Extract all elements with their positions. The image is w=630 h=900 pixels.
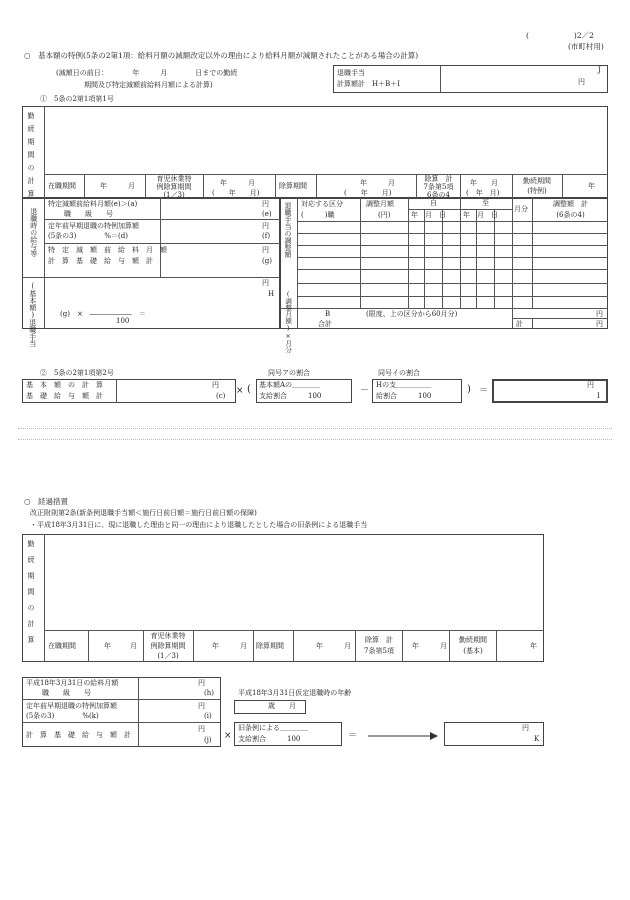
s2-times: × — [224, 731, 232, 741]
salary-r2-mark: (f) — [262, 232, 271, 240]
arrow-right-icon — [368, 731, 438, 741]
adj-itaru: 至 — [482, 199, 489, 207]
s2-b3-mark: (j) — [204, 736, 212, 744]
salary-r3b: 計 算 基 礎 給 与 額 計 — [48, 257, 153, 265]
part2-wari-a2: 支給割合 100 — [259, 392, 322, 400]
s2-b1a: 平成18年3月31日の給料月額 — [26, 679, 119, 687]
part2-paren-open: ( — [247, 384, 251, 395]
p1-ikuji3: (1／3) — [163, 191, 185, 199]
salary-side-label: 退職時の給与等 — [29, 208, 38, 257]
p1-nt1: 年 月 — [100, 182, 135, 190]
part2-lbl1: 基 本 額 の 計 算 — [26, 381, 103, 389]
salary-r1b: 職 級 号 — [64, 210, 113, 218]
part2-lbl2: 基 礎 給 与 額 計 — [26, 392, 103, 400]
s2-nt-c: 年 月 — [412, 642, 447, 650]
p1-kinzoku1: 勤続期間 — [523, 177, 551, 185]
s2-ikuji3: (1／3) — [157, 652, 179, 660]
s2-b3a: 計 算 基 礎 給 与 額 計 — [26, 731, 131, 739]
s2-equals: ＝ — [348, 731, 358, 741]
adj-ji: 自 — [430, 199, 437, 207]
adjustment-side-label: 退職手当の調整額 — [284, 202, 293, 258]
adj-from-ymd: 年 月 日 — [411, 211, 446, 219]
separator-line — [18, 428, 612, 432]
adj-to-ymd: 年 月 日 — [463, 211, 498, 219]
part2-result-yen: 円 — [587, 381, 594, 389]
adj-yen1: 円 — [596, 310, 603, 318]
section2-heading: ○ 経過措置 — [24, 497, 69, 506]
total-yen: 円 — [578, 78, 585, 86]
adj-chosei1: 調整額 計 — [553, 200, 588, 208]
total-label-2: 計算額計 H＋B＋I — [337, 80, 401, 88]
s2-age-label: 平成18年3月31日仮定退職時の年齢 — [238, 689, 352, 697]
kihon-hundred: 100 — [116, 317, 130, 325]
part2-paren-close: ) — [467, 384, 471, 395]
p1-ikuji1: 育児休業特 — [156, 175, 192, 183]
p1-jogan: 除算期間 — [279, 182, 307, 190]
part2-mark-c: (c) — [216, 392, 226, 400]
part2-title: ② 5条の2第1項第2号 — [40, 369, 114, 377]
s2-result-yen: 円 — [522, 724, 529, 732]
s2-b1-yen: 円 — [198, 679, 205, 687]
s2-kinzoku2: (基本) — [463, 647, 483, 655]
reduction-date-line: (減額日の前日： 年 月 日までの勤続 — [56, 69, 238, 77]
part2-wari-a-head: 同号アの割合 — [268, 369, 310, 377]
salary-r3-yen: 円 — [262, 246, 269, 254]
part2-wari-i2: 給割合 100 — [376, 392, 432, 400]
s2-nen2: 年 — [530, 642, 537, 650]
p1-nt-a: 年 月 — [220, 179, 255, 187]
section2-sub2: ・平成18年3月31日に、現に退職した理由と同一の理由により退職したとした場合の旧条例による退職手当 — [30, 521, 368, 529]
salary-r3a: 特 定 減 額 前 給 料 月 額 — [48, 246, 167, 254]
part2-result-i: I — [597, 392, 600, 400]
part1-title: ① 5条の2第1項第1号 — [40, 95, 114, 103]
p1-nt-e: 年 月 — [470, 179, 498, 187]
adj-kubun2: ( )職 — [301, 211, 335, 219]
s2-b2-mark: (i) — [204, 712, 212, 720]
p1-nt-c: 年 月 — [360, 179, 395, 187]
s2-b1b: 職 級 号 — [42, 689, 91, 697]
page-number: ( )2／2 — [526, 31, 594, 40]
s2-nt-b: 年 月 — [316, 642, 351, 650]
s2-jogan: 除算期間 — [256, 642, 284, 650]
section2-sub1: 改正附則第2条(新条例退職手当額＜施行日前日額＝施行日前日額の保障) — [30, 509, 257, 517]
reduction-period-line: 期間及び特定減額前給料月額による計算) — [84, 81, 213, 89]
part2-wari-a1: 基本額Aの＿＿＿＿ — [259, 381, 321, 389]
total-label-1: 退職手当 — [337, 69, 365, 77]
p1-kinzoku2: (特例) — [527, 187, 547, 195]
kihon-yen: 円 — [262, 279, 269, 287]
section1-heading: ○ 基本額の特例(5条の2第1項：給料月額の減額改定以外の理由により給料月額が減額されたことがある場合の計算) — [24, 51, 419, 60]
s2-nt-a: 年 月 — [212, 642, 247, 650]
part2-equals: ＝ — [479, 386, 489, 396]
salary-r2a: 定年前早期退職の特例加算額 — [48, 222, 139, 230]
part2-wari-i1: Hの支＿＿＿＿＿ — [376, 381, 432, 389]
p1-jokei3: 6条の4 — [427, 191, 450, 199]
adj-kubun1: 対応する区分 — [301, 200, 343, 208]
s2-old1: 旧条例による＿＿＿＿ — [238, 724, 308, 732]
p1-jokei2: 7条第5項 — [423, 183, 454, 191]
salary-r2-yen: 円 — [262, 222, 269, 230]
kihon-side-label: (基本額)退職手当 — [28, 282, 37, 347]
s2-ikuji1: 育児休業特 — [150, 632, 186, 640]
p1-nt-d: ( 年 月) — [344, 189, 392, 197]
p1-nen: 年 — [588, 182, 595, 190]
s2-b2a: 定年前早期退職の特例加算額 — [26, 702, 117, 710]
p1-nt-b: ( 年 月) — [212, 189, 260, 197]
s2-b3-yen: 円 — [198, 725, 205, 733]
s2-nen: 年 — [104, 642, 111, 650]
p1-jokei1: 除算 計 — [424, 175, 453, 183]
salary-r1a: 特定減額前給料月額(e)＞(a) — [48, 200, 138, 208]
s2-tsuki: 月 — [130, 642, 137, 650]
city-use-label: (市町村用) — [568, 42, 604, 51]
section2-period-label: 勤続期間の計算 — [27, 540, 35, 652]
s2-age-value: 歳 月 — [268, 702, 296, 710]
adj-gendo: (限度、上の区分から60月分) — [366, 310, 458, 318]
s2-b2b: (5条の3) %(k) — [26, 712, 99, 720]
adj-kei: 計 — [516, 320, 523, 328]
salary-r3-mark: (g) — [262, 257, 272, 265]
salary-r1-mark: (e) — [262, 210, 272, 218]
p1-zaishoku: 在職期間 — [48, 182, 76, 190]
s2-kinzoku1: 勤続期間 — [459, 636, 487, 644]
kihon-mark-h: H — [268, 290, 275, 298]
total-calculation-box — [333, 65, 608, 93]
adj-getsugaku1: 調整月額 — [366, 200, 394, 208]
adj-goukei: 合計 — [318, 320, 332, 328]
total-mark-j: J — [598, 66, 601, 74]
part2-minus: － — [360, 386, 370, 396]
s2-jokei2: 7条第5項 — [364, 647, 394, 655]
separator-line-2 — [18, 439, 612, 443]
salary-r2b: (5条の3) %＝(d) — [48, 232, 128, 240]
s2-b1-mark: (h) — [204, 689, 214, 697]
salary-r1-yen: 円 — [262, 200, 269, 208]
adj-getsugaku2: (円) — [378, 211, 391, 219]
adjustment-side-label-2: (調整月額)×月分 — [284, 290, 293, 353]
part2-times: × — [236, 386, 244, 396]
s2-zaishoku: 在職期間 — [48, 642, 76, 650]
part2-yen: 円 — [212, 381, 219, 389]
s2-b2-yen: 円 — [198, 702, 205, 710]
s2-ikuji2: 例除算期間 — [150, 642, 186, 650]
p1-nt-f: ( 年 月) — [466, 189, 500, 197]
adj-b-label: B — [325, 310, 331, 318]
part2-wari-i-head: 同号イの割合 — [378, 369, 420, 377]
s2-result-k: K — [534, 735, 540, 743]
adj-tsukibun: 月分 — [514, 205, 528, 213]
p1-ikuji2: 例除算期間 — [156, 183, 192, 191]
s2-jokei1: 除算 計 — [365, 636, 393, 644]
s2-result-box — [444, 722, 544, 746]
adj-yen2: 円 — [596, 320, 603, 328]
adj-chosei2: (6条の4) — [556, 211, 585, 219]
s2-old2: 支給割合 100 — [238, 735, 301, 743]
part1-period-label: 勤続期間の計算 — [27, 112, 35, 203]
kihon-formula: (g) × ―――――― ＝ — [60, 310, 146, 318]
